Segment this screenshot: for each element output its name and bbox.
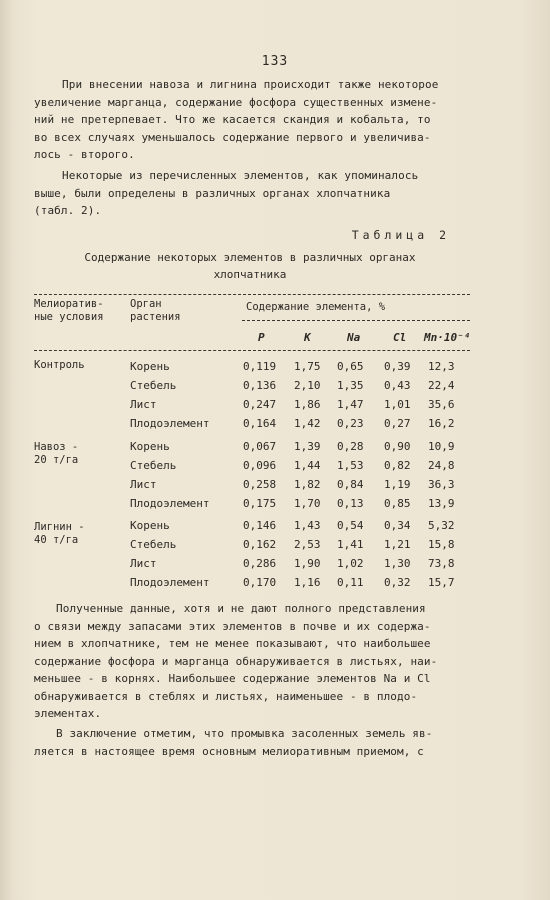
value-cell: 1,70: [294, 497, 321, 510]
value-cell: 1,42: [294, 417, 321, 430]
table-row: [0, 459, 550, 477]
value-cell: 1,47: [337, 398, 364, 411]
paragraph-conclusion: В заключение отметим, что промывка засоленных земель яв- ляется в настоящее время основным мелиоративным приемом, с: [34, 727, 433, 758]
value-cell: 15,7: [428, 576, 455, 589]
value-cell: 1,44: [294, 459, 321, 472]
value-cell: 12,3: [428, 360, 455, 373]
organ-cell: Плодоэлемент: [130, 417, 210, 430]
column-header-k: K: [304, 331, 311, 344]
value-cell: 0,54: [337, 519, 364, 532]
value-cell: 24,8: [428, 459, 455, 472]
value-cell: 1,43: [294, 519, 321, 532]
table-row: [0, 557, 550, 575]
header-organ: Орган растения: [130, 298, 181, 323]
value-cell: 5,32: [428, 519, 455, 532]
table-row: [0, 417, 550, 435]
organ-cell: Корень: [130, 519, 170, 532]
table-top-rule: [34, 294, 470, 295]
organ-cell: Лист: [130, 557, 157, 570]
value-cell: 0,096: [243, 459, 277, 472]
value-cell: 0,162: [243, 538, 277, 551]
value-cell: 0,84: [337, 478, 364, 491]
table-row: [0, 379, 550, 397]
value-cell: 0,32: [384, 576, 411, 589]
paragraph-intro: При внесении навоза и лигнина происходит также некоторое увеличение марганца, содержание фосфора существенных измене- ний не претерпевает. Что же касается скандия и кобальта, то во всех случаях уменьшалось содержание первого и увеличива- лось - второго.: [34, 78, 439, 161]
column-header-na: Na: [347, 331, 361, 344]
value-cell: 0,23: [337, 417, 364, 430]
value-cell: 0,247: [243, 398, 277, 411]
value-cell: 0,067: [243, 440, 277, 453]
value-cell: 0,28: [337, 440, 364, 453]
value-cell: 0,43: [384, 379, 411, 392]
organ-cell: Плодоэлемент: [130, 576, 210, 589]
header-sub-rule: [242, 320, 470, 321]
column-header-p: P: [258, 331, 265, 344]
organ-cell: Стебель: [130, 379, 177, 392]
group-condition-manure: Навоз - 20 т/га: [34, 441, 79, 466]
value-cell: 0,13: [337, 497, 364, 510]
header-bottom-rule: [34, 350, 470, 351]
value-cell: 22,4: [428, 379, 455, 392]
value-cell: 1,75: [294, 360, 321, 373]
value-cell: 73,8: [428, 557, 455, 570]
value-cell: 0,170: [243, 576, 277, 589]
table-row: [0, 398, 550, 416]
organ-cell: Корень: [130, 440, 170, 453]
table-caption: Содержание некоторых элементов в различных органах хлопчатника: [84, 251, 416, 281]
value-cell: 0,175: [243, 497, 277, 510]
value-cell: 0,27: [384, 417, 411, 430]
value-cell: 0,146: [243, 519, 277, 532]
value-cell: 0,136: [243, 379, 277, 392]
value-cell: 1,82: [294, 478, 321, 491]
value-cell: 1,19: [384, 478, 411, 491]
value-cell: 0,11: [337, 576, 364, 589]
page-number: 133: [261, 54, 289, 69]
value-cell: 1,16: [294, 576, 321, 589]
paragraph-elements: Некоторые из перечисленных элементов, как упоминалось выше, были определены в различных органах хлопчатника (табл. 2).: [34, 169, 419, 217]
header-conditions: Мелиоратив- ные условия: [34, 298, 104, 323]
value-cell: 15,8: [428, 538, 455, 551]
value-cell: 1,30: [384, 557, 411, 570]
organ-cell: Плодоэлемент: [130, 497, 210, 510]
value-cell: 0,34: [384, 519, 411, 532]
value-cell: 1,39: [294, 440, 321, 453]
value-cell: 1,02: [337, 557, 364, 570]
value-cell: 0,164: [243, 417, 277, 430]
value-cell: 1,41: [337, 538, 364, 551]
value-cell: 1,35: [337, 379, 364, 392]
value-cell: 1,21: [384, 538, 411, 551]
organ-cell: Лист: [130, 478, 157, 491]
table-row: [0, 538, 550, 556]
table-label: Таблица 2: [351, 228, 450, 242]
value-cell: 2,10: [294, 379, 321, 392]
organ-cell: Стебель: [130, 459, 177, 472]
column-header-mn: Mn·10⁻⁴: [424, 331, 471, 344]
table-row: [0, 497, 550, 515]
column-header-cl: Cl: [393, 331, 407, 344]
value-cell: 35,6: [428, 398, 455, 411]
table-row: [0, 360, 550, 378]
value-cell: 0,39: [384, 360, 411, 373]
group-condition-control: Контроль: [34, 359, 85, 371]
organ-cell: Корень: [130, 360, 170, 373]
paragraph-results: Полученные данные, хотя и не дают полного представления о связи между запасами этих элементов в почве и их содержа- нием в хлопчатнике, тем не менее показывают, что наибольшее содержание фосфора и марганца обнаруживается в листьях, наи- меньшее - в корнях. Наибольшее содержание элементов Na и Cl обнаруживается в стеблях и листьях, наименьшее - в плодо- элементах.: [34, 602, 438, 720]
value-cell: 13,9: [428, 497, 455, 510]
value-cell: 0,65: [337, 360, 364, 373]
value-cell: 16,2: [428, 417, 455, 430]
value-cell: 36,3: [428, 478, 455, 491]
value-cell: 1,01: [384, 398, 411, 411]
value-cell: 0,258: [243, 478, 277, 491]
organ-cell: Стебель: [130, 538, 177, 551]
value-cell: 0,119: [243, 360, 277, 373]
header-content: Содержание элемента, %: [246, 301, 386, 313]
table-row: [0, 440, 550, 458]
value-cell: 2,53: [294, 538, 321, 551]
value-cell: 0,90: [384, 440, 411, 453]
value-cell: 0,85: [384, 497, 411, 510]
table-row: [0, 576, 550, 594]
value-cell: 0,82: [384, 459, 411, 472]
value-cell: 1,53: [337, 459, 364, 472]
group-condition-lignin: Лигнин - 40 т/га: [34, 521, 85, 546]
value-cell: 0,286: [243, 557, 277, 570]
value-cell: 1,86: [294, 398, 321, 411]
organ-cell: Лист: [130, 398, 157, 411]
value-cell: 1,90: [294, 557, 321, 570]
table-row: [0, 478, 550, 496]
table-row: [0, 519, 550, 537]
value-cell: 10,9: [428, 440, 455, 453]
